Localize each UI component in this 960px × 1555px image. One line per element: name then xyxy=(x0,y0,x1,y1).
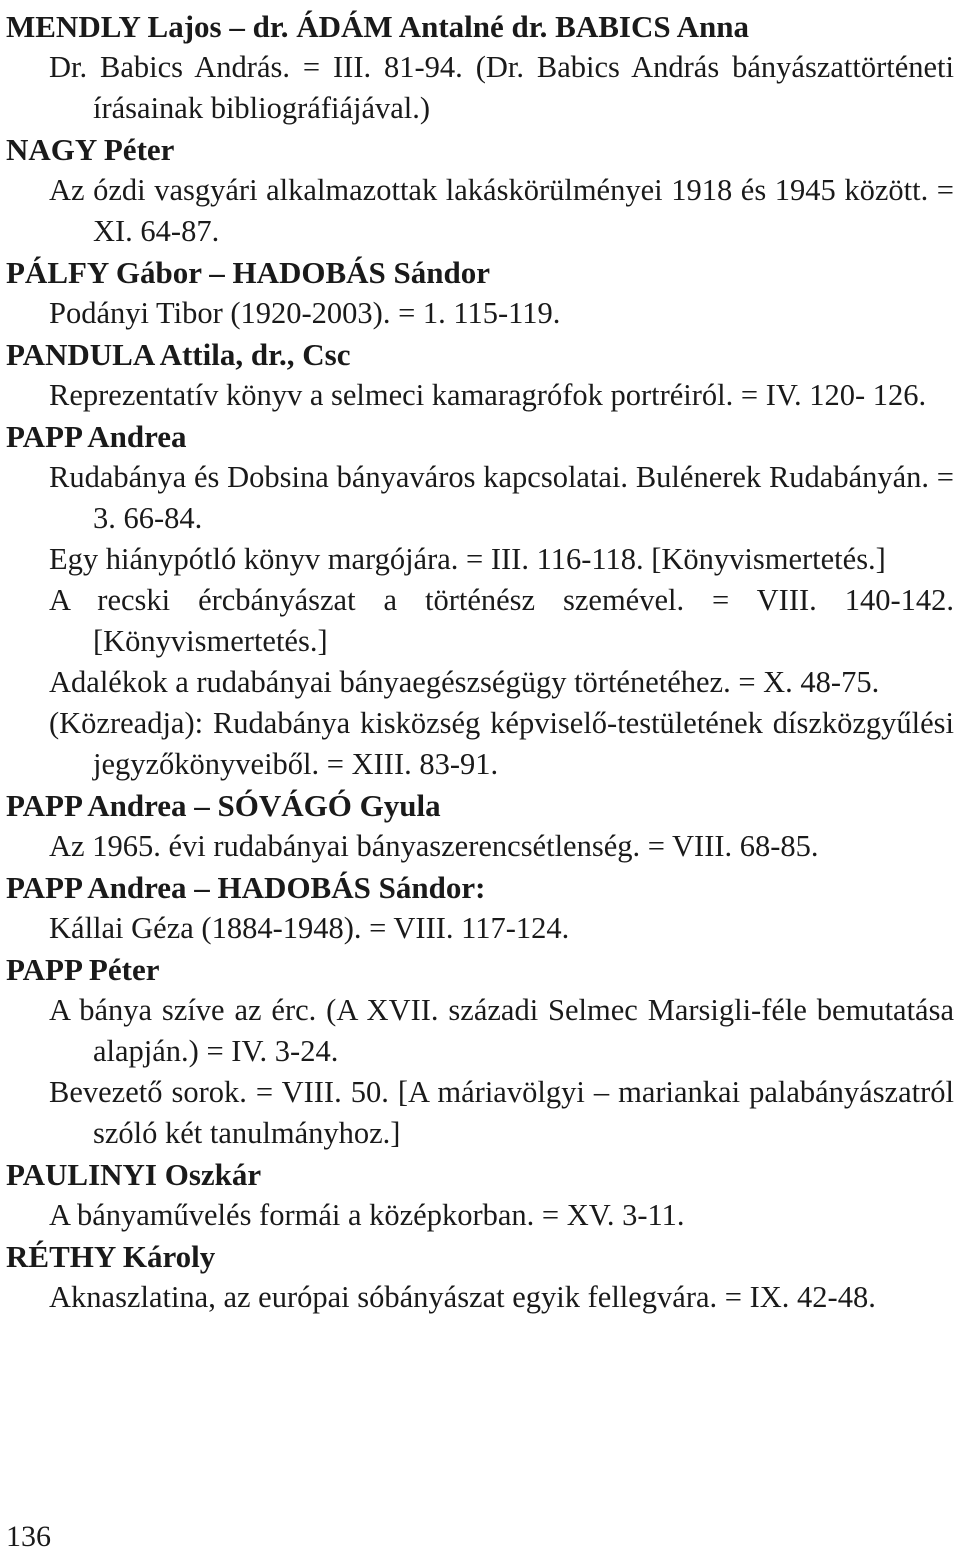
work-entry: A bányaművelés formái a középkorban. = XV. 3-11. xyxy=(49,1198,685,1232)
work-entry: A bánya szíve az érc. (A XVII. századi Selmec Marsigli-féle bemutatása alapján.) = IV. 3-24. xyxy=(49,993,954,1068)
work-entry: Az 1965. évi rudabányai bányaszerencsétlenség. = VIII. 68-85. xyxy=(49,829,819,863)
work-entry: Az ózdi vasgyári alkalmazottak lakáskörülményei 1918 és 1945 között. = XI. 64-87. xyxy=(49,173,954,248)
author-heading: PAULINYI Oszkár xyxy=(6,1157,262,1192)
work-entry: Aknaszlatina, az európai sóbányászat egyik fellegvára. = IX. 42-48. xyxy=(49,1280,876,1314)
work-entry: Rudabánya és Dobsina bányaváros kapcsolatai. Bulénerek Rudabányán. = 3. 66-84. xyxy=(49,460,954,535)
work-entry: Bevezető sorok. = VIII. 50. [A máriavölgyi – mariankai palabányászatról szóló két tanulmányhoz.] xyxy=(49,1075,954,1150)
work-entry: Reprezentatív könyv a selmeci kamaragrófok portréiról. = IV. 120- 126. xyxy=(49,378,927,412)
work-entry: Adalékok a rudabányai bányaegészségügy történetéhez. = X. 48-75. xyxy=(49,665,880,699)
page-number: 136 xyxy=(6,1520,51,1553)
author-heading: MENDLY Lajos – dr. ÁDÁM Antalné dr. BABICS Anna xyxy=(6,9,750,44)
author-heading: RÉTHY Károly xyxy=(6,1239,216,1274)
work-entry: Egy hiánypótló könyv margójára. = III. 116-118. [Könyvismertetés.] xyxy=(49,542,886,576)
work-entry: (Közreadja): Rudabánya kisközség képviselő-testületének díszközgyűlési jegyzőkönyveiből. = XIII. 83-91. xyxy=(49,706,954,781)
work-entry: A recski ércbányászat a történész szemével. = VIII. 140-142. [Könyvismertetés.] xyxy=(49,583,954,658)
author-heading: PAPP Andrea xyxy=(6,419,187,454)
author-heading: PANDULA Attila, dr., Csc xyxy=(6,337,351,372)
work-entry: Podányi Tibor (1920-2003). = 1. 115-119. xyxy=(49,296,561,330)
author-heading: PÁLFY Gábor – HADOBÁS Sándor xyxy=(6,255,491,290)
bibliography-page xyxy=(6,6,954,1318)
author-heading: PAPP Péter xyxy=(6,952,160,987)
author-heading: NAGY Péter xyxy=(6,132,175,167)
author-heading: PAPP Andrea – SÓVÁGÓ Gyula xyxy=(6,788,441,823)
work-entry: Dr. Babics András. = III. 81-94. (Dr. Babics András bányászattörténeti írásainak bibliográfiájával.) xyxy=(49,50,954,125)
work-entry: Kállai Géza (1884-1948). = VIII. 117-124. xyxy=(49,911,570,945)
author-heading: PAPP Andrea – HADOBÁS Sándor: xyxy=(6,870,486,905)
